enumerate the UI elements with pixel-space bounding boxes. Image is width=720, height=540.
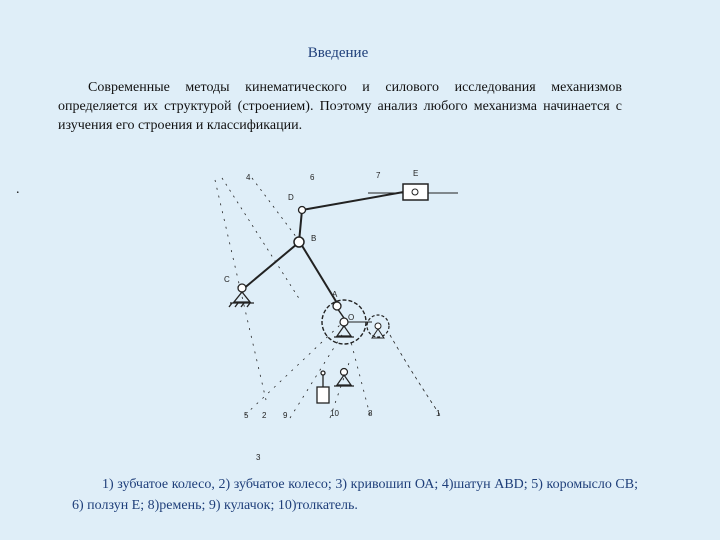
label-D: D <box>288 193 294 202</box>
label-1: 1 <box>436 409 441 418</box>
label-9: 9 <box>283 411 288 420</box>
label-B: B <box>311 234 317 243</box>
mechanism-diagram <box>200 160 480 462</box>
label-4: 4 <box>246 173 251 182</box>
label-10: 10 <box>330 409 339 418</box>
label-O: O <box>348 313 355 322</box>
label-8: 8 <box>368 409 373 418</box>
link-CB <box>242 244 297 290</box>
label-3: 3 <box>256 453 261 462</box>
caption-legend: 1) зубчатое колесо, 2) зубчатое колесо; 3) кривошип ОА; 4)шатун ABD; 5) коромысло СВ; 6) ползун Е; 8)ремень; 9) кулачок; 10)толкатель. <box>72 477 638 513</box>
label-E: E <box>413 169 419 178</box>
joint-A <box>333 302 341 310</box>
label-6: 6 <box>310 173 315 182</box>
cam-curve <box>390 335 440 415</box>
cam-support <box>334 369 354 387</box>
bullet-mark: . <box>16 182 20 197</box>
link-DE <box>302 190 415 210</box>
label-A: A <box>332 290 338 299</box>
intro-paragraph: Современные методы кинематического и силового исследования механизмов определяется их структурой (строением). Поэтому анализ любого механизма начинается с изучения его строения и классификации. <box>58 80 622 133</box>
guide-line-6 <box>252 178 300 242</box>
joint-D <box>299 207 306 214</box>
label-5: 5 <box>244 411 249 420</box>
support-C <box>229 284 254 307</box>
label-2: 2 <box>262 411 267 420</box>
label-7: 7 <box>376 171 381 180</box>
joint-B <box>294 237 304 247</box>
slide-title: Введение <box>307 45 369 61</box>
follower-10 <box>317 371 329 403</box>
guide-line-bottom2 <box>290 330 345 418</box>
label-C: C <box>224 275 230 284</box>
gear-wheel-2 <box>367 315 389 338</box>
guide-line-bottom4 <box>350 338 370 415</box>
slider-E-pin <box>412 189 418 195</box>
